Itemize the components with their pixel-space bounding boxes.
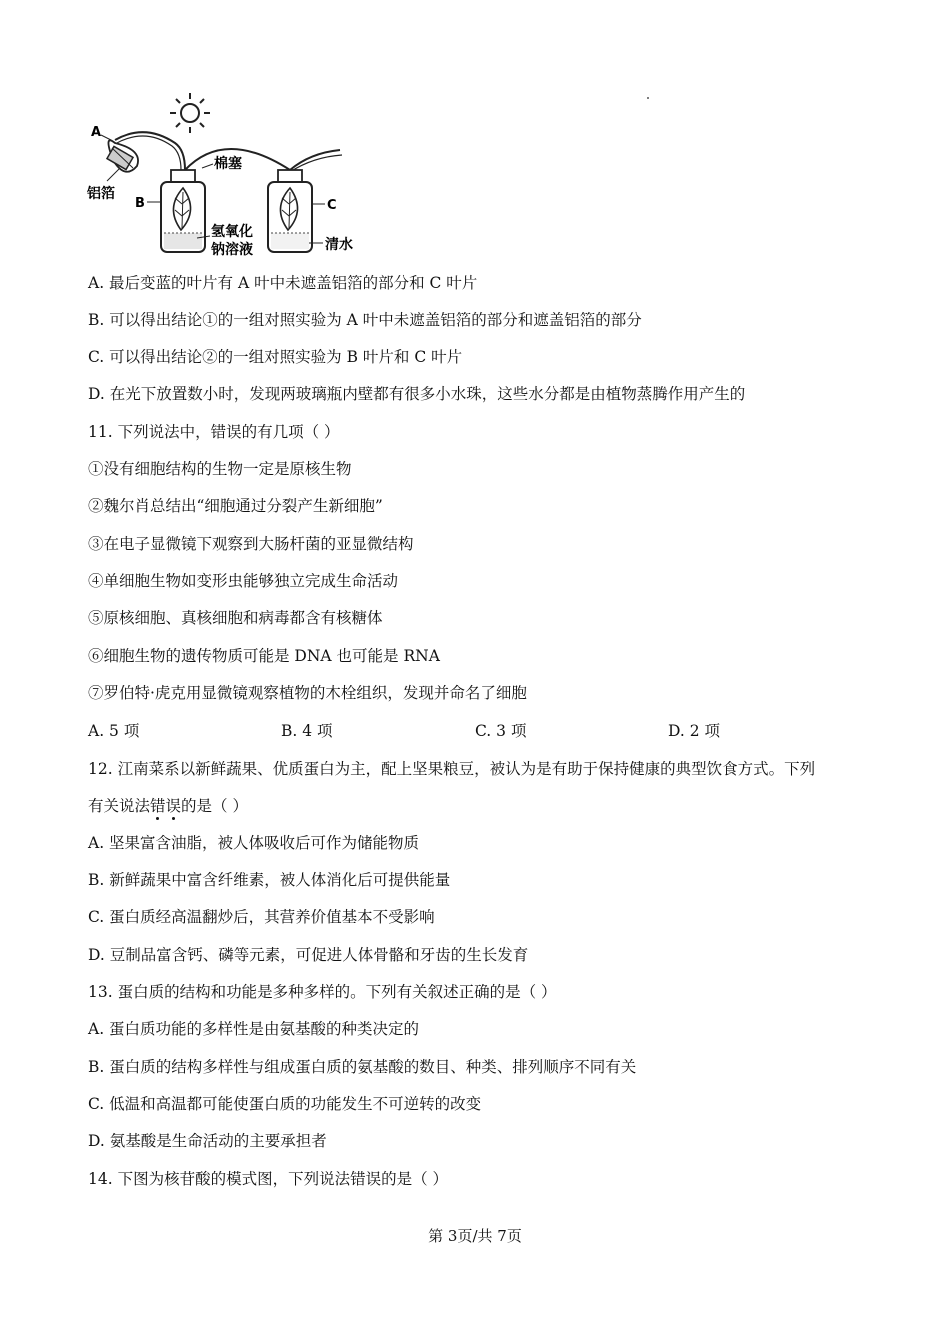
- q11-stem: 11. 下列说法中，错误的有几项（ ）: [88, 423, 340, 441]
- q11-statement-1: ①没有细胞结构的生物一定是原核生物: [88, 460, 352, 478]
- q13-option-b: B. 蛋白质的结构多样性与组成蛋白质的氨基酸的数目、种类、排列顺序不同有关: [88, 1058, 637, 1076]
- q12-option-c: C. 蛋白质经高温翻炒后，其营养价值基本不受影响: [88, 908, 435, 926]
- q11-statement-7: ⑦罗伯特·虎克用显微镜观察植物的木栓组织，发现并命名了细胞: [88, 684, 527, 702]
- q11-option-a: A. 5 项: [88, 722, 140, 740]
- q10-option-a: A. 最后变蓝的叶片有 A 叶中未遮盖铝箔的部分和 C 叶片: [88, 274, 478, 292]
- q11-statement-3: ③在电子显微镜下观察到大肠杆菌的亚显微结构: [88, 535, 414, 553]
- q10-option-d: D. 在光下放置数小时，发现两玻璃瓶内壁都有很多小水珠，这些水分都是由植物蒸腾作用产生的: [88, 385, 746, 403]
- q12-stem-line2: [88, 795, 248, 817]
- label-c: C: [327, 198, 337, 213]
- sun-icon: [170, 93, 210, 133]
- label-a: A: [91, 125, 102, 140]
- q10-option-c: C. 可以得出结论②的一组对照实验为 B 叶片和 C 叶片: [88, 348, 463, 366]
- q10-option-b: B. 可以得出结论①的一组对照实验为 A 叶中未遮盖铝箔的部分和遮盖铝箔的部分: [88, 311, 642, 329]
- bottle-b: [161, 170, 205, 252]
- q11-option-c: C. 3 项: [475, 722, 527, 740]
- q12-stem-pre: 有关说法: [88, 797, 151, 815]
- experiment-figure: [85, 88, 385, 268]
- q12-emphasis-1: 错: [150, 797, 166, 815]
- label-naoh-2: 钠溶液: [211, 242, 253, 258]
- label-b: B: [135, 196, 145, 211]
- q13-option-d: D. 氨基酸是生命活动的主要承担者: [88, 1132, 327, 1150]
- q13-option-c: C. 低温和高温都可能使蛋白质的功能发生不可逆转的改变: [88, 1095, 482, 1113]
- q11-option-b: B. 4 项: [281, 722, 333, 740]
- label-naoh-1: 氢氧化: [211, 224, 253, 240]
- q12-emphasis-2: 误: [165, 797, 182, 815]
- q12-option-b: B. 新鲜蔬果中富含纤维素，被人体消化后可提供能量: [88, 871, 451, 889]
- q11-statement-6: ⑥细胞生物的遗传物质可能是 DNA 也可能是 RNA: [88, 647, 440, 665]
- q12-stem-line1: 12. 江南菜系以新鲜蔬果、优质蛋白为主，配上坚果粮豆，被认为是有助于保持健康的典型饮食方式。下列: [88, 760, 816, 778]
- q12-option-d: D. 豆制品富含钙、磷等元素，可促进人体骨骼和牙齿的生长发育: [88, 946, 529, 964]
- q11-statement-5: ⑤原核细胞、真核细胞和病毒都含有核糖体: [88, 609, 383, 627]
- label-water: 清水: [325, 237, 353, 253]
- page-footer: 第 3页/共 7页: [428, 1227, 522, 1245]
- q11-option-d: D. 2 项: [668, 722, 721, 740]
- q13-stem: 13. 蛋白质的结构和功能是多种多样的。下列有关叙述正确的是（ ）: [88, 983, 557, 1001]
- bottle-c: [268, 170, 312, 252]
- label-cotton: 棉塞: [214, 156, 242, 172]
- q13-option-a: A. 蛋白质功能的多样性是由氨基酸的种类决定的: [88, 1020, 420, 1038]
- q14-stem: 14. 下图为核苷酸的模式图，下列说法错误的是（ ）: [88, 1170, 449, 1188]
- leaf-a-with-foil: [107, 140, 138, 171]
- q12-option-a: A. 坚果富含油脂，被人体吸收后可作为储能物质: [88, 834, 420, 852]
- stray-mark: [647, 97, 649, 99]
- q11-statement-4: ④单细胞生物如变形虫能够独立完成生命活动: [88, 572, 399, 590]
- label-foil: 铝箔: [87, 186, 115, 202]
- q12-stem-post: 的是（ ）: [181, 797, 248, 815]
- q11-statement-2: ②魏尔肖总结出“细胞通过分裂产生新细胞”: [88, 497, 383, 515]
